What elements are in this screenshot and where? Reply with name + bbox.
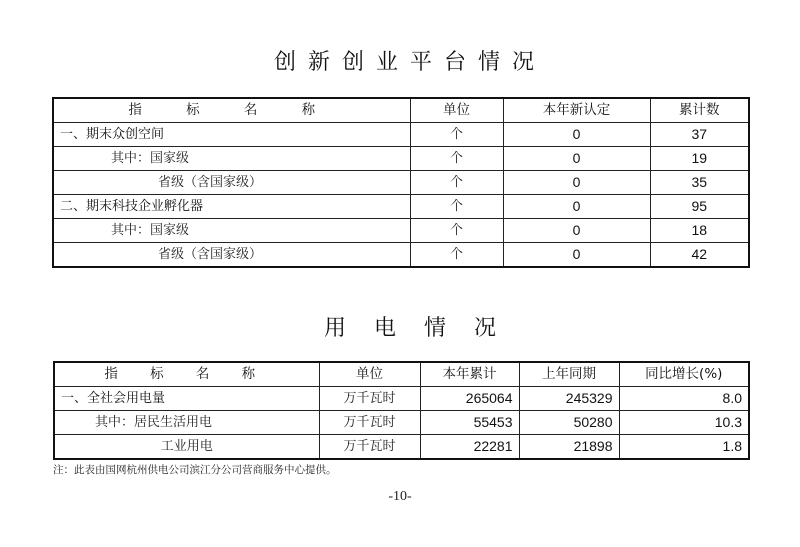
table-row	[53, 147, 749, 171]
row-name: 二、期末科技企业孵化器	[53, 195, 410, 219]
row-new: 0	[503, 171, 650, 195]
row-new: 0	[503, 123, 650, 147]
row-unit: 个	[410, 219, 503, 243]
row-growth: 1.8	[619, 435, 749, 460]
header-indicator-name: 指 标 名 称	[53, 98, 410, 123]
row-name: 省级（含国家级）	[53, 171, 410, 195]
row-unit: 万千瓦时	[319, 411, 420, 435]
section-title-electricity-usage: 用电情况	[323, 316, 524, 341]
row-new: 0	[503, 147, 650, 171]
header-unit: 单位	[319, 362, 420, 387]
row-unit: 万千瓦时	[319, 387, 420, 411]
row-growth: 8.0	[619, 387, 749, 411]
table-row	[54, 435, 749, 460]
header-unit: 单位	[410, 98, 503, 123]
innovation-platforms-table	[52, 97, 750, 268]
row-total: 95	[650, 195, 749, 219]
row-total: 42	[650, 243, 749, 268]
row-total: 37	[650, 123, 749, 147]
table-row	[54, 411, 749, 435]
row-new: 0	[503, 243, 650, 268]
header-cumulative: 累计数	[650, 98, 749, 123]
table-row	[53, 219, 749, 243]
row-unit: 个	[410, 171, 503, 195]
header-current-year-total: 本年累计	[420, 362, 519, 387]
table-header-row	[54, 362, 749, 387]
header-previous-year-same-period: 上年同期	[519, 362, 619, 387]
row-name: 其中：国家级	[53, 147, 410, 171]
row-current: 265064	[420, 387, 519, 411]
table-row	[54, 387, 749, 411]
source-note: 注：此表由国网杭州供电公司滨江分公司营商服务中心提供。	[53, 464, 337, 476]
row-previous: 21898	[519, 435, 619, 460]
row-unit: 个	[410, 123, 503, 147]
row-name: 其中：国家级	[53, 219, 410, 243]
table-row	[53, 171, 749, 195]
section-title-innovation-platforms: 创新创业平台情况	[273, 50, 546, 75]
row-total: 19	[650, 147, 749, 171]
electricity-usage-table	[53, 361, 750, 460]
row-name: 一、期末众创空间	[53, 123, 410, 147]
row-name: 其中：居民生活用电	[54, 411, 319, 435]
row-unit: 个	[410, 243, 503, 268]
row-current: 22281	[420, 435, 519, 460]
row-previous: 245329	[519, 387, 619, 411]
table-row	[53, 195, 749, 219]
row-unit: 个	[410, 195, 503, 219]
header-yoy-growth: 同比增长(%)	[619, 362, 749, 387]
row-total: 18	[650, 219, 749, 243]
row-new: 0	[503, 195, 650, 219]
row-name: 一、全社会用电量	[54, 387, 319, 411]
row-new: 0	[503, 219, 650, 243]
row-name: 工业用电	[54, 435, 319, 460]
row-unit: 万千瓦时	[319, 435, 420, 460]
row-growth: 10.3	[619, 411, 749, 435]
row-total: 35	[650, 171, 749, 195]
header-new-this-year: 本年新认定	[503, 98, 650, 123]
row-name: 省级（含国家级）	[53, 243, 410, 268]
page-number: -10-	[388, 489, 412, 504]
header-indicator-name: 指 标 名 称	[54, 362, 319, 387]
table-row	[53, 123, 749, 147]
row-unit: 个	[410, 147, 503, 171]
table-row	[53, 243, 749, 268]
row-current: 55453	[420, 411, 519, 435]
row-previous: 50280	[519, 411, 619, 435]
table-header-row	[53, 98, 749, 123]
